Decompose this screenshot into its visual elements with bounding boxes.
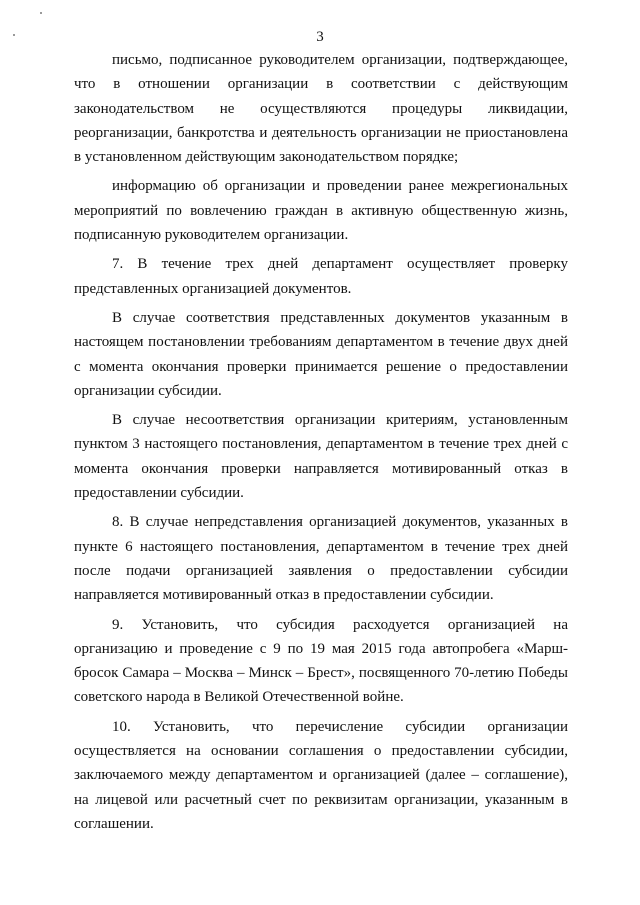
scan-speck [40,12,42,14]
paragraph-letter-confirmation: письмо, подписанное руководителем организации, подтверждающее, что в отношении организации в соответствии с действующим законодательством не осуществляются процедуры ликвидации, реорганизации, банкротства и деятельность организации не приостановлена в установленном действующим законодательством порядке; [74,52,568,166]
document-body [74,48,568,836]
paragraph-item-7: 7. В течение трех дней департамент осуществляет проверку представленных организацией документов. [74,256,568,297]
paragraph-item-9: 9. Установить, что субсидия расходуется организацией на организацию и проведение с 9 по 19 мая 2015 года автопробега «Марш-бросок Самара – Москва – Минск – Брест», посвященного 70-летию Победы советского народа в Великой Отечественной войне. [74,616,568,706]
paragraph-noncompliance-case: В случае несоответствия организации критериям, установленным пунктом 3 настоящего постановления, департаментом в течение трех дней с момента окончания проверки направляется мотивированный отказ в предоставлении субсидии. [74,412,568,502]
paragraph-item-10: 10. Установить, что перечисление субсидии организации осуществляется на основании соглашения о предоставлении субсидии, заключаемого между департаментом и организацией (далее – соглашение), на лицевой или расчетный счет по реквизитам организации, указанным в соглашении. [74,718,568,832]
page-number: 3 [316,29,324,45]
paragraph-compliance-case: В случае соответствия представленных документов указанным в настоящем постановлении требованиям департаментом в течение двух дней с момента окончания проверки принимается решение о предоставлении организации субсидии. [74,309,568,399]
paragraph-organization-info: информацию об организации и проведении ранее межрегиональных мероприятий по вовлечению граждан в активную общественную жизнь, подписанную руководителем организации. [74,178,568,244]
paragraph-item-8: 8. В случае непредставления организацией документов, указанных в пункте 6 настоящего постановления, департаментом в течение трех дней после подачи организацией заявления о предоставлении субсидии направляется мотивированный отказ в предоставлении субсидии. [74,514,568,604]
